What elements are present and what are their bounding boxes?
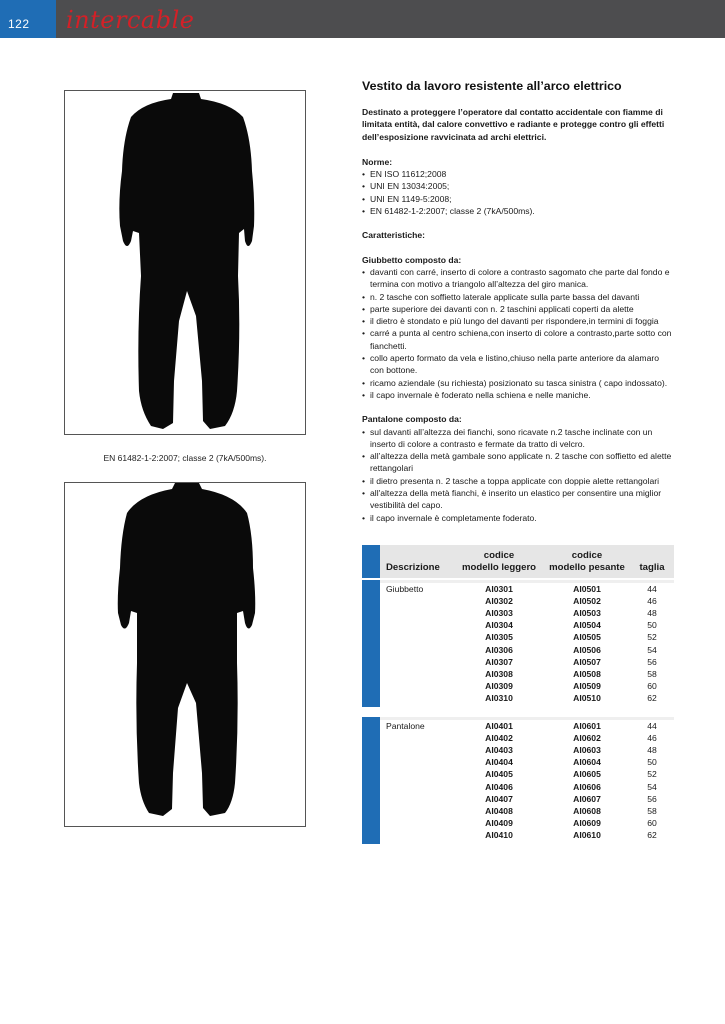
norme-heading: Norme: [362,156,393,167]
norme-list [362,168,674,217]
product-intro: Destinato a proteggere l’operatore dal contatto accidentale con fiamme di limitata entità, dal calore convettivo e radiante e protegge contro gli effetti dell’esposizione ravvicinata ad archi elettrici. [362,107,665,142]
list-item: • ricamo aziendale (su richiesta) posizionato su tasca sinistra ( capo indossato). [362,377,674,389]
giubbetto-list [362,266,674,401]
cell-descrizione: Giubbetto [386,584,424,594]
cell-codice-pesante: AI0603 [573,745,601,756]
cell-taglia: 56 [647,793,657,804]
list-item: • UNI EN 13034:2005; [362,180,674,192]
cell-codice-pesante: AI0505 [573,632,601,643]
cell-codice-leggero: AI0407 [485,793,513,804]
cell-codice-pesante: AI0506 [573,644,601,655]
cell-codice-leggero: AI0409 [485,817,513,828]
list-item: • il dietro è stondato e più lungo del davanti per rispondere,in termini di foggia [362,315,674,327]
cell-taglia: 50 [647,620,657,631]
cell-codice-pesante: AI0501 [573,584,601,594]
cell-codice-leggero: AI0402 [485,733,513,744]
brand-logo: intercable [66,6,195,34]
table-group [362,580,674,707]
cell-taglia: 58 [647,805,657,816]
cell-codice-leggero: AI0309 [485,680,513,691]
cell-codice-leggero: AI0307 [485,656,513,667]
header-codice-pesante-line2: modello pesante [549,562,625,573]
table-row [362,744,674,756]
cell-codice-leggero: AI0404 [485,757,513,768]
cell-codice-leggero: AI0306 [485,644,513,655]
cell-codice-pesante: AI0509 [573,680,601,691]
table-row [362,732,674,744]
cell-codice-leggero: AI0401 [485,721,513,731]
header-codice-pesante [544,550,630,574]
page-header [0,0,725,38]
cell-taglia: 60 [647,817,657,828]
cell-codice-pesante: AI0610 [573,829,601,840]
cell-taglia: 62 [647,829,657,840]
cell-codice-pesante: AI0601 [573,721,601,731]
norme-section [362,156,674,217]
list-item: • all’altezza della metà gambale sono applicate n. 2 tasche con soffietto ed alette rettangolari [362,450,674,475]
product-title: Vestito da lavoro resistente all’arco elettrico [362,79,622,93]
photo-caption: EN 61482-1-2:2007; classe 2 (7kA/500ms). [103,453,267,463]
cell-codice-pesante: AI0508 [573,668,601,679]
cell-codice-pesante: AI0609 [573,817,601,828]
list-item: • collo aperto formato da vela e listino,chiuso nella parte anteriore da alamaro con bottone. [362,352,674,377]
table-row [362,668,674,680]
pantalone-heading: Pantalone composto da: [362,414,462,425]
list-item: • all'altezza della metà fianchi, è inserito un elastico per consentire una miglior vestibilità del capo. [362,487,674,512]
giubbetto-heading: Giubbetto composto da: [362,254,462,265]
table-accent-strip [362,545,380,578]
cell-codice-leggero: AI0304 [485,620,513,631]
cell-codice-leggero: AI0406 [485,781,513,792]
table-header [362,545,674,578]
header-codice-leggero-line2: modello leggero [461,562,537,573]
list-item: • EN 61482-1-2:2007; classe 2 (7kA/500ms). [362,205,674,217]
cell-codice-leggero: AI0301 [485,584,513,594]
table-row [362,607,674,619]
cell-taglia: 54 [647,781,657,792]
pantalone-list [362,426,674,524]
cell-taglia: 52 [647,769,657,780]
cell-taglia: 48 [647,608,657,619]
list-item: • il capo invernale è completamente foderato. [362,512,674,524]
cell-taglia: 52 [647,632,657,643]
cell-codice-pesante: AI0602 [573,733,601,744]
cell-codice-leggero: AI0302 [485,596,513,607]
header-codice-pesante-line1: codice [571,550,603,561]
header-codice-leggero-line1: codice [483,550,515,561]
table-row [362,595,674,607]
cell-codice-pesante: AI0507 [573,656,601,667]
cell-taglia: 46 [647,596,657,607]
table-row [362,756,674,768]
table-group [362,717,674,844]
table-row [362,692,674,704]
table-row [362,781,674,793]
workwear-silhouette-front [65,91,306,435]
cell-taglia: 44 [647,584,657,594]
list-item: • EN ISO 11612;2008 [362,168,674,180]
list-item: • UNI EN 1149-5:2008; [362,193,674,205]
cell-taglia: 56 [647,656,657,667]
cell-taglia: 58 [647,668,657,679]
table-row [362,656,674,668]
list-item: • il capo invernale è foderato nella schiena e nelle maniche. [362,389,674,401]
cell-codice-pesante: AI0605 [573,769,601,780]
cell-codice-leggero: AI0310 [485,692,513,703]
cell-codice-leggero: AI0410 [485,829,513,840]
table-row [362,829,674,841]
table-row [362,817,674,829]
cell-codice-leggero: AI0408 [485,805,513,816]
list-item: • sul davanti all’altezza dei fianchi, sono ricavate n.2 tasche inclinate con un inserto di colore a contrasto e fermate da tratto di velcro. [362,426,674,451]
pantalone-section [362,413,674,524]
cell-codice-leggero: AI0303 [485,608,513,619]
table-row [362,619,674,631]
cell-taglia: 50 [647,757,657,768]
cell-taglia: 62 [647,692,657,703]
cell-codice-leggero: AI0405 [485,769,513,780]
table-row [362,631,674,643]
cell-descrizione: Pantalone [386,721,425,731]
cell-taglia: 44 [647,721,657,731]
caratteristiche-heading: Caratteristiche: [362,230,426,241]
cell-codice-pesante: AI0604 [573,757,601,768]
caratteristiche-section [362,229,674,241]
cell-codice-pesante: AI0608 [573,805,601,816]
cell-codice-leggero: AI0403 [485,745,513,756]
header-codice-leggero [458,550,540,574]
workwear-photo-front [64,90,306,435]
header-descrizione: Descrizione [386,562,440,573]
cell-taglia: 46 [647,733,657,744]
cell-codice-pesante: AI0503 [573,608,601,619]
table-row [362,805,674,817]
table-row [362,793,674,805]
giubbetto-section [362,254,674,402]
page-number-box [0,0,56,38]
table-row [362,644,674,656]
table-row [362,720,674,732]
cell-codice-pesante: AI0502 [573,596,601,607]
workwear-silhouette-back [65,483,306,827]
table-row [362,768,674,780]
header-taglia: taglia [639,562,665,573]
cell-taglia: 54 [647,644,657,655]
product-description [362,78,674,536]
workwear-photo-back [64,482,306,827]
list-item: • carré a punta al centro schiena,con inserto di colore a contrasto,parte sotto con fianchetti. [362,327,674,352]
table-row [362,680,674,692]
list-item: • il dietro presenta n. 2 tasche a toppa applicate con doppie alette rettangolari [362,475,674,487]
cell-taglia: 60 [647,680,657,691]
cell-codice-pesante: AI0504 [573,620,601,631]
page-number: 122 [8,17,30,31]
list-item: • parte superiore dei davanti con n. 2 taschini applicati coperti da alette [362,303,674,315]
cell-codice-leggero: AI0308 [485,668,513,679]
cell-codice-pesante: AI0606 [573,781,601,792]
cell-codice-pesante: AI0607 [573,793,601,804]
cell-codice-pesante: AI0510 [573,692,601,703]
list-item: • davanti con carré, inserto di colore a contrasto sagomato che parte dal fondo e termina con motivo a triangolo all’altezza del giro manica. [362,266,674,291]
product-code-table [362,545,674,840]
list-item: • n. 2 tasche con soffietto laterale applicate sulla parte bassa del davanti [362,291,674,303]
cell-codice-leggero: AI0305 [485,632,513,643]
table-row [362,583,674,595]
cell-taglia: 48 [647,745,657,756]
